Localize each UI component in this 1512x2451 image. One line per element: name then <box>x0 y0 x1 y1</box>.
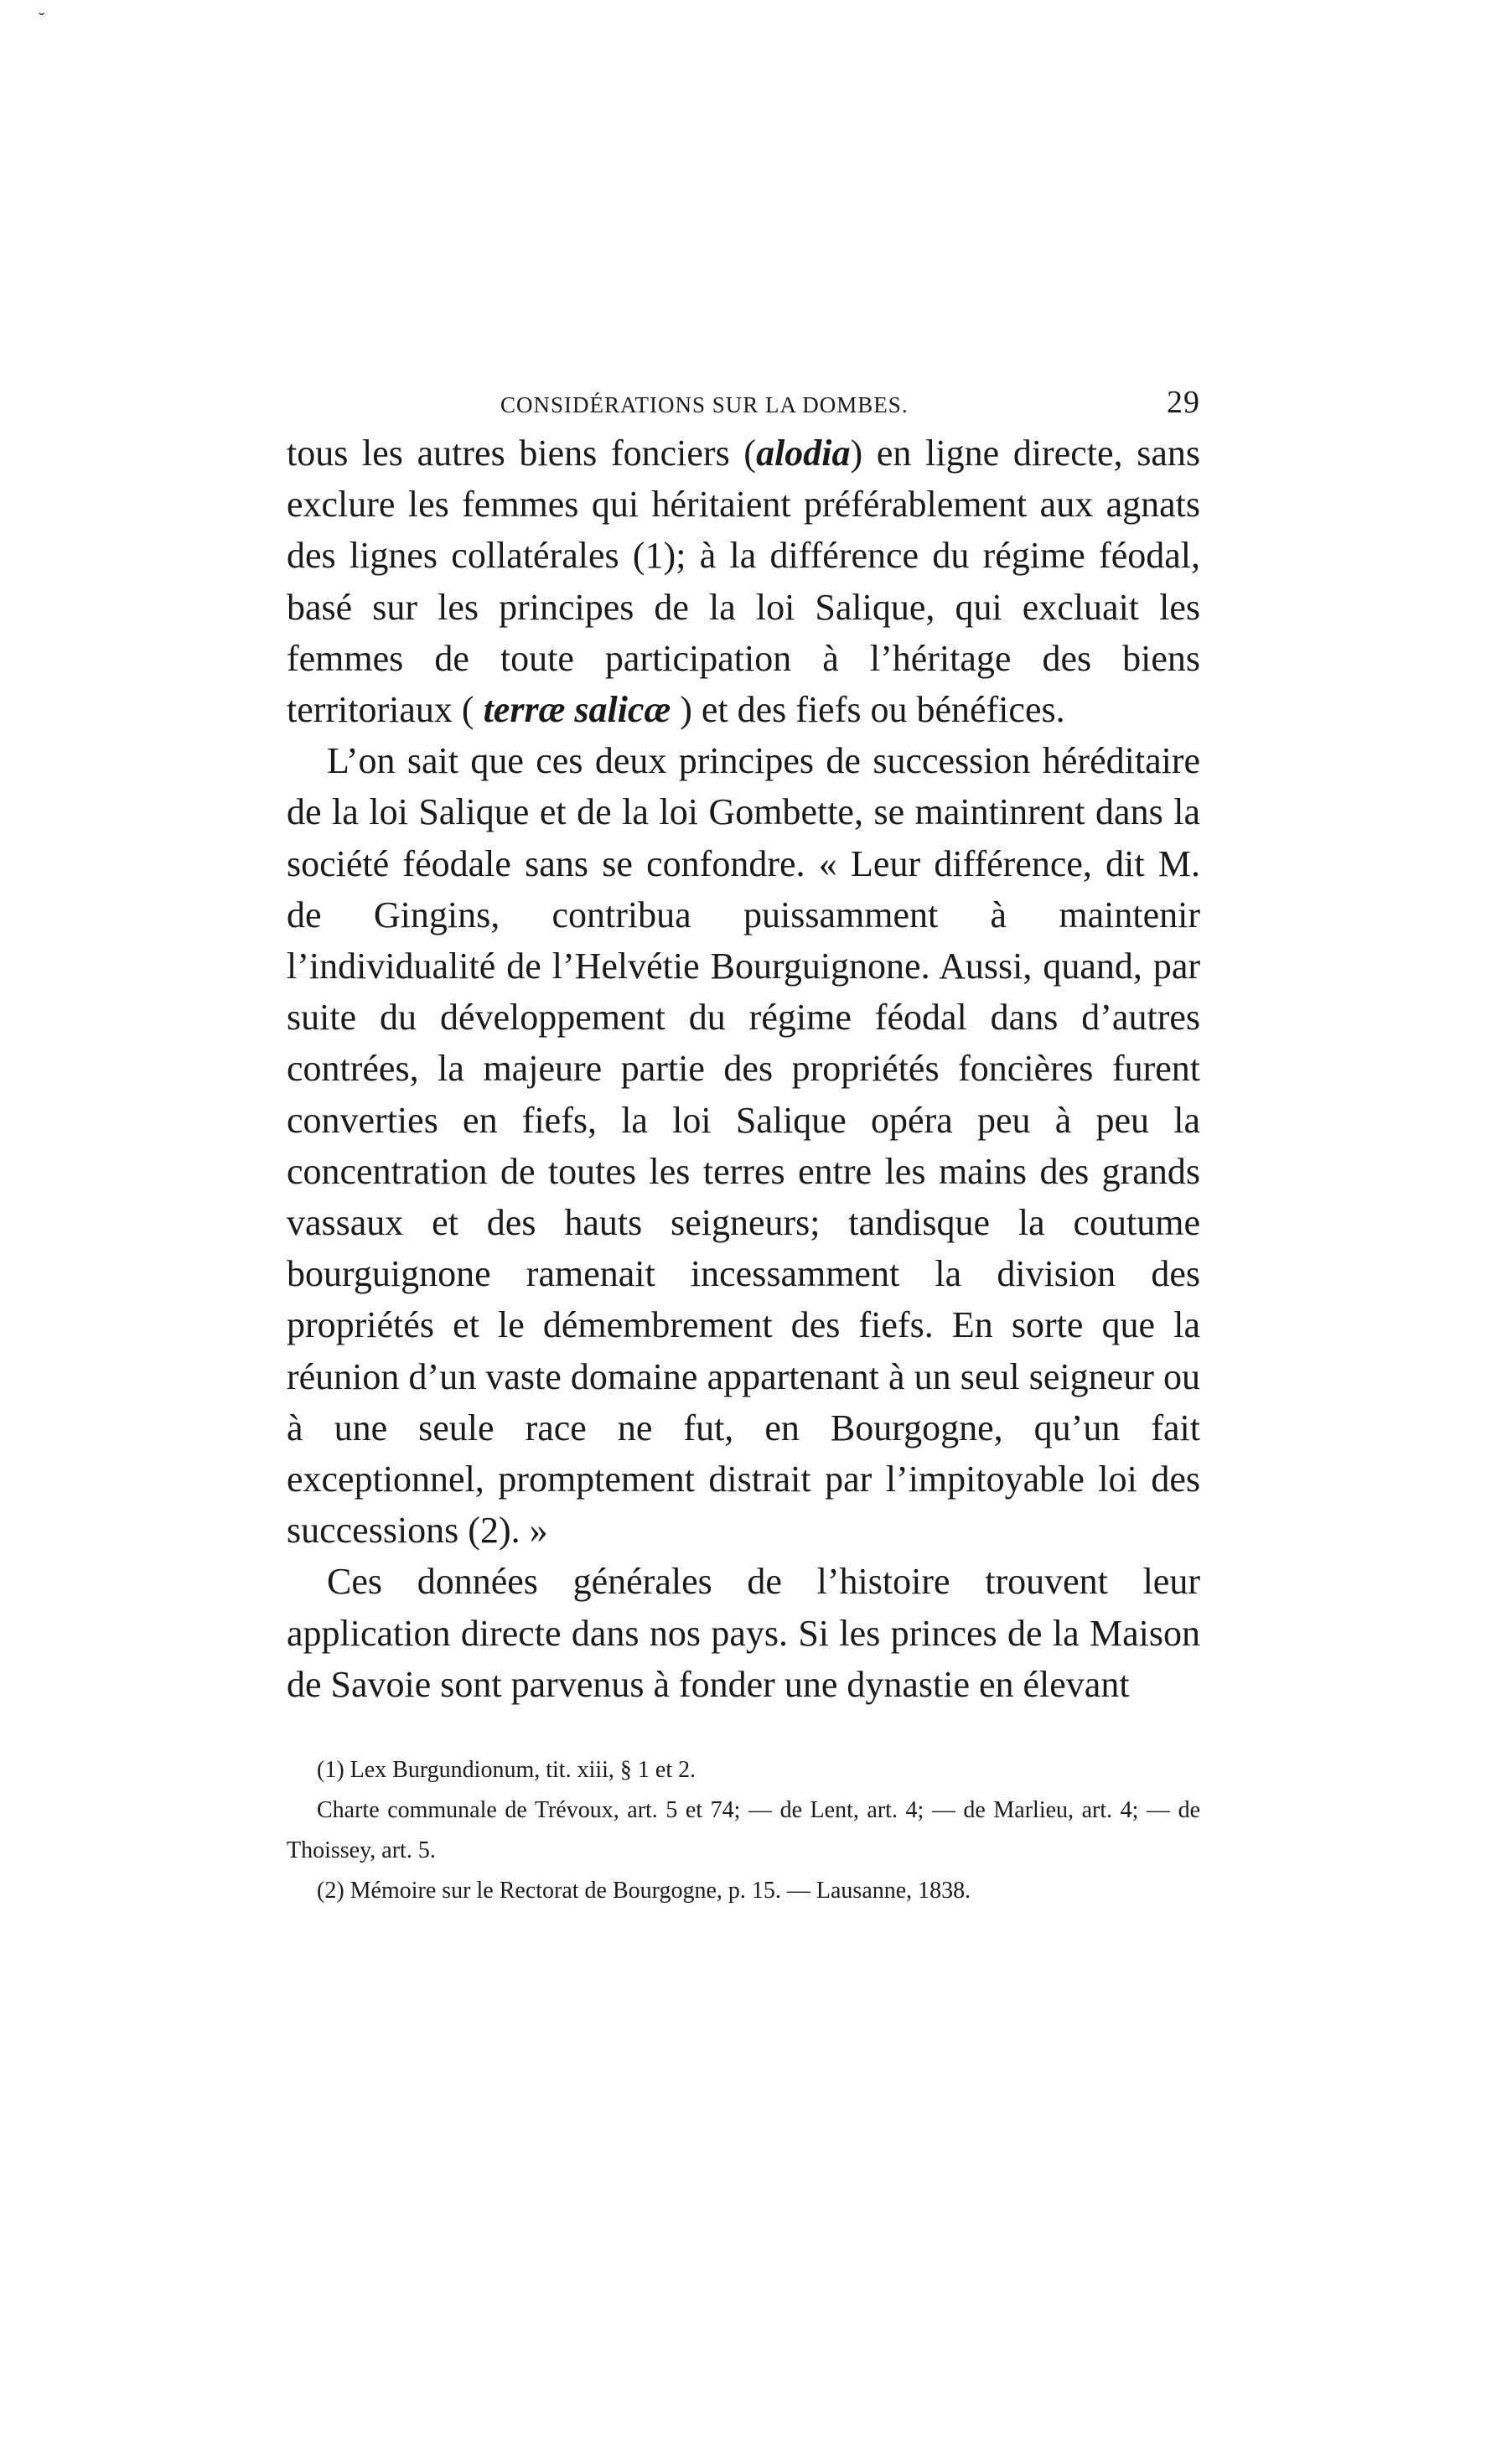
page-header <box>287 377 1200 428</box>
running-head: CONSIDÉRATIONS SUR LA DOMBES. <box>500 392 909 417</box>
paragraph <box>287 1556 1200 1710</box>
page-number: 29 <box>1167 385 1200 420</box>
footnote: (2) Mémoire sur le Rectorat de Bourgogne, p. 15. — Lausanne, 1838. <box>317 1878 971 1904</box>
paragraph <box>287 428 1200 735</box>
paragraph <box>287 735 1200 1556</box>
text-run: tous les autres biens fonciers ( <box>287 433 757 474</box>
text-run: ) et des fiefs ou bénéfices. <box>671 689 1065 731</box>
footnote: (1) Lex Burgundionum, tit. xiii, § 1 et 2. <box>317 1757 696 1784</box>
text-run: ) en ligne directe, sans exclure les femmes qui héritaient préférablement aux agnats des lignes collatérales (1); à la différence du régime féodal, basé sur les principes de la loi Salique, qui excluait les femmes de toute participation à l’héritage des biens territoriaux ( <box>287 433 1200 731</box>
text-run: L’on sait que ces deux principes de succession héréditaire de la loi Salique et de la loi Gombette, se maintinrent dans la société féodale sans se confondre. « Leur différence, dit M. de Gingins, contribua puissamment à maintenir l’individualité de l’Helvétie Bourguignone. Aussi, quand, par suite du développement du régime féodal dans d’autres contrées, la majeure partie des propriétés foncières furent converties en fiefs, la loi Salique opéra peu à peu la concentration de toutes les terres entre les mains des grands vassaux et des hauts seigneurs; tandisque la coutume bourguignone ramenait incessamment la division des propriétés et le démembrement des fiefs. En sorte que la réunion d’un vaste domaine appartenant à un seul seigneur ou à une seule race ne fut, en Bourgogne, qu’un fait exceptionnel, promptement distrait par l’impitoyable loi des successions (2). » <box>287 740 1200 1552</box>
book-page <box>287 377 1200 1911</box>
body-text <box>287 428 1200 1710</box>
scan-mark: ˘ <box>39 8 45 29</box>
text-run: Ces données générales de l’histoire trouvent leur application directe dans nos pays. Si les princes de la Maison de Savoie sont parvenus à fonder une dynastie en élevant <box>287 1561 1200 1705</box>
footnotes <box>287 1750 1200 1911</box>
footnote: Charte communale de Trévoux, art. 5 et 74; — de Lent, art. 4; — de Marlieu, art. 4; — de Thoissey, art. 5. <box>287 1797 1200 1864</box>
italic-term: terræ salicæ <box>483 689 671 731</box>
italic-term: alodia <box>756 433 851 474</box>
